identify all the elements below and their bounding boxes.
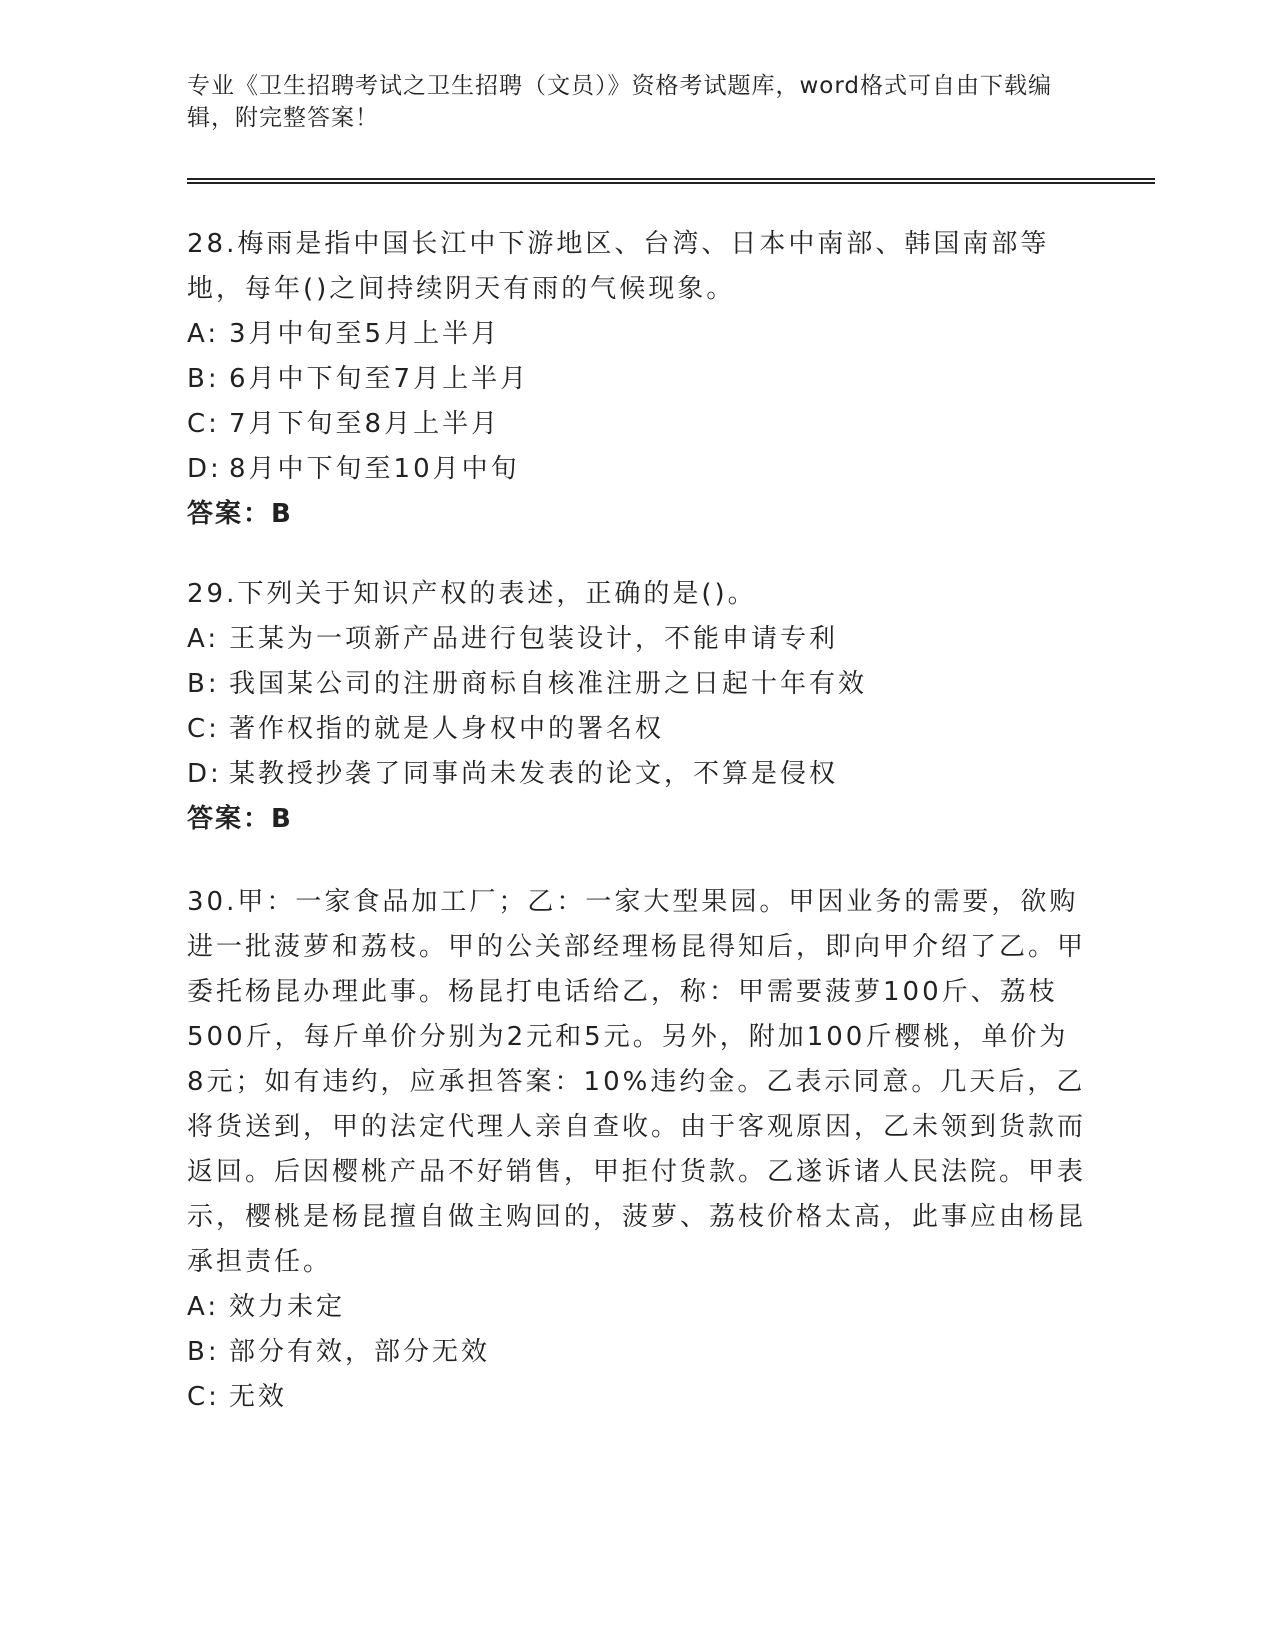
option-text: 效力未定	[229, 1292, 346, 1322]
option-text: 部分有效，部分无效	[229, 1337, 491, 1367]
option-d	[187, 752, 1087, 797]
option-b	[187, 662, 1087, 707]
document-header: 专业《卫生招聘考试之卫生招聘（文员）》资格考试题库，word格式可自由下载编辑，附完整答案！	[187, 73, 1053, 131]
option-letter: B:	[187, 1337, 220, 1367]
option-b	[187, 1330, 1087, 1375]
option-a	[187, 312, 1087, 357]
question-stem: 28.梅雨是指中国长江中下游地区、台湾、日本中南部、韩国南部等地，每年()之间持续阴天有雨的气候现象。	[187, 229, 1050, 304]
option-c	[187, 707, 1087, 752]
option-letter: B:	[187, 364, 220, 394]
question-28	[187, 222, 1087, 537]
answer-label: 答案：B	[187, 804, 293, 834]
answer-label: 答案：B	[187, 499, 293, 529]
question-stem: 29.下列关于知识产权的表述，正确的是()。	[187, 579, 757, 609]
option-letter: C:	[187, 1382, 220, 1412]
question-29	[187, 572, 1087, 842]
option-c	[187, 402, 1087, 447]
option-letter: C:	[187, 409, 220, 439]
option-d	[187, 447, 1087, 492]
option-text: 7月下旬至8月上半月	[229, 409, 501, 439]
option-text: 某教授抄袭了同事尚未发表的论文，不算是侵权	[229, 759, 839, 789]
option-text: 王某为一项新产品进行包装设计，不能申请专利	[229, 624, 839, 654]
question-stem: 30.甲：一家食品加工厂；乙：一家大型果园。甲因业务的需要，欲购进一批菠萝和荔枝。甲的公关部经理杨昆得知后，即向甲介绍了乙。甲委托杨昆办理此事。杨昆打电话给乙，称：甲需要菠萝100斤、荔枝500斤，每斤单价分别为2元和5元。另外，附加100斤樱桃，单价为8元；如有违约，应承担答案：10%违约金。乙表示同意。几天后，乙将货送到，甲的法定代理人亲自查收。由于客观原因，乙未领到货款而返回。后因樱桃产品不好销售，甲拒付货款。乙遂诉诸人民法院。甲表示，樱桃是杨昆擅自做主购回的，菠萝、荔枝价格太高，此事应由杨昆承担责任。	[187, 887, 1087, 1277]
option-c	[187, 1375, 1087, 1420]
option-letter: D:	[187, 759, 222, 789]
option-letter: C:	[187, 714, 220, 744]
header-divider	[187, 178, 1155, 184]
option-a	[187, 617, 1087, 662]
question-30	[187, 880, 1087, 1420]
option-letter: A:	[187, 319, 220, 349]
option-text: 3月中旬至5月上半月	[229, 319, 501, 349]
option-letter: A:	[187, 1292, 220, 1322]
option-text: 8月中下旬至10月中旬	[229, 454, 520, 484]
option-text: 6月中下旬至7月上半月	[229, 364, 530, 394]
option-text: 无效	[229, 1382, 288, 1412]
option-text: 我国某公司的注册商标自核准注册之日起十年有效	[229, 669, 868, 699]
option-letter: B:	[187, 669, 220, 699]
option-a	[187, 1285, 1087, 1330]
option-b	[187, 357, 1087, 402]
option-letter: D:	[187, 454, 222, 484]
option-letter: A:	[187, 624, 220, 654]
option-text: 著作权指的就是人身权中的署名权	[229, 714, 665, 744]
